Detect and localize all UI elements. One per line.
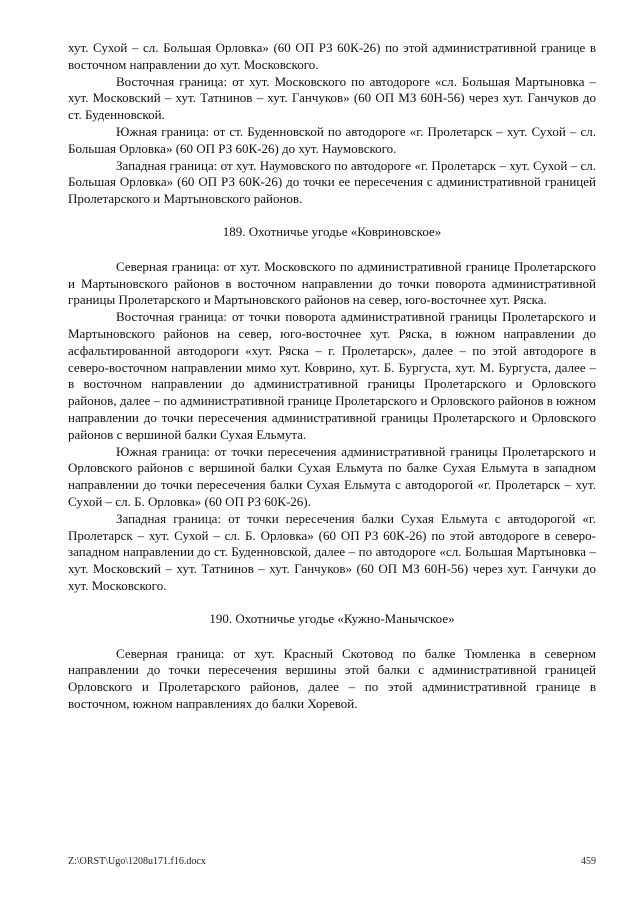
document-body xyxy=(68,40,596,713)
paragraph-east-border: Восточная граница: от хут. Московского по автодороге «сл. Большая Мартыновка – хут. Московский – хут. Татнинов – хут. Ганчуков» (60 ОП МЗ 60Н-56) через хут. Ганчуков до ст. Буденновской. xyxy=(68,73,596,123)
paragraph-189-north: Северная граница: от хут. Московского по административной границе Пролетарского и Мартыновского районов в восточном направлении до точки поворота административной границы Пролетарского и Мартыновского районов на север, юго-восточнее хут. Ряска. xyxy=(68,258,596,308)
paragraph-189-west: Западная граница: от точки пересечения балки Сухая Ельмута с автодорогой «г. Пролетарск – хут. Сухой – сл. Б. Орловка» (60 ОП РЗ 60К-26) по этой автодороге в северо-западном направлении до ст. Буденновской, далее – по автодороге «сл. Большая Мартыновка – хут. Московский – хут. Татнинов – хут. Ганчуков» (60 ОП МЗ 60Н-56) через хут. Ганчуки до хут. Московского. xyxy=(68,510,596,593)
footer-file-path: Z:\ORST\Ugo\1208u171.f16.docx xyxy=(68,856,206,867)
section-heading-189: 189. Охотничье угодье «Ковриновское» xyxy=(222,223,442,239)
paragraph-west-border: Западная граница: от хут. Наумовского по автодороге «г. Пролетарск – хут. Сухой – сл. Большая Орловка» (60 ОП РЗ 60К-26) до точки ее пересечения с административной границей Пролетарского и Мартыновского районов. xyxy=(68,157,596,207)
page-footer xyxy=(68,856,596,868)
paragraph-190-north: Северная граница: от хут. Красный Скотовод по балке Тюмленка в северном направлении до точки пересечения вершины этой балки с административной границей Орловского и Пролетарского районов, далее – по этой административной границе в восточном, южном направлениях до балки Хоревой. xyxy=(68,645,596,711)
section-heading-190: 190. Охотничье угодье «Кужно-Манычское» xyxy=(209,610,455,626)
paragraph-189-east: Восточная граница: от точки поворота административной границы Пролетарского и Мартыновского районов на север, юго-восточнее хут. Ряска, в южном направлении до асфальтированной автодороги «хут. Ряска – г. Пролетарск», далее – по этой автодороге в северо-восточном направлении мимо хут. Ковринo, хут. Б. Бургуста, хут. М. Бургуста, далее – в восточном направлении до административной границы Пролетарского и Орловского районов, далее – по административной границе Пролетарского и Орловского районов в южном направлении до точки пересечения административной границы Пролетарского и Орловского районов с вершиной балки Сухая Ельмута. xyxy=(68,309,596,442)
footer-page-number: 459 xyxy=(581,856,596,867)
paragraph-south-border: Южная граница: от ст. Буденновской по автодороге «г. Пролетарск – хут. Сухой – сл. Большая Орловка» (60 ОП РЗ 60К-26) до хут. Наумовского. xyxy=(68,123,596,156)
paragraph-continued: хут. Сухой – сл. Большая Орловка» (60 ОП РЗ 60К-26) по этой административной границе в восточном направлении до хут. Московского. xyxy=(68,40,596,72)
paragraph-189-south: Южная граница: от точки пересечения административной границы Пролетарского и Орловского районов с вершиной балки Сухая Ельмута по балке Сухая Ельмута в западном направлении до точки пересечения балки Сухая Ельмута с автодорогой «г. Пролетарск – хут. Сухой – сл. Б. Орловка» (60 ОП РЗ 60К-26). xyxy=(68,443,596,509)
